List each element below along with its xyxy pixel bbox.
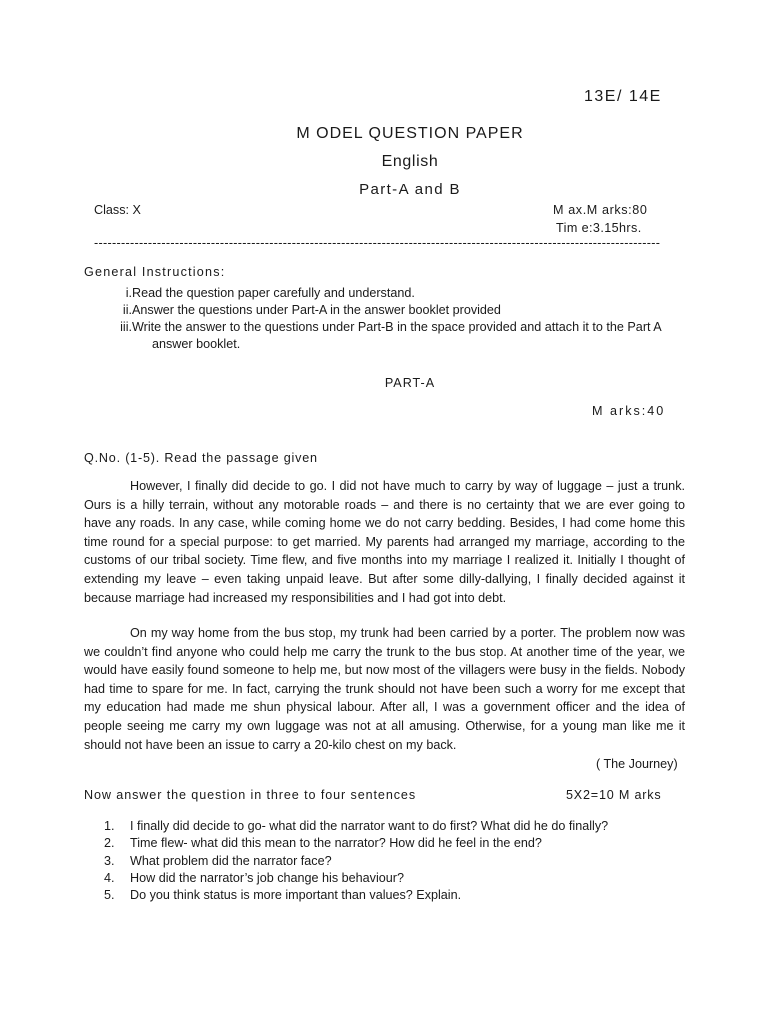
question-item-text: Time flew- what did this mean to the narrator? How did he feel in the end?: [130, 836, 542, 851]
instruction-item: [96, 286, 686, 300]
paper-title: M ODEL QUESTION PAPER: [296, 125, 524, 142]
answer-instruction: Now answer the question in three to four sentences: [84, 788, 417, 802]
instruction-continuation: answer booklet.: [152, 337, 241, 351]
question-item-text: I finally did decide to go- what did the narrator want to do first? What did he do finally?: [130, 819, 609, 833]
subject: English: [381, 153, 439, 170]
instruction-item: [96, 320, 686, 334]
passage-paragraph-1: [84, 477, 685, 607]
time-allowed: Tim e:3.15hrs.: [556, 221, 642, 235]
question-item: [104, 853, 684, 870]
question-marks: 5X2=10 M arks: [566, 788, 662, 802]
part-a-heading: PART-A: [384, 376, 436, 390]
question-item: [104, 887, 684, 904]
instruction-item: [96, 303, 686, 317]
question-item: [104, 835, 684, 852]
question-item-number: 2.: [104, 836, 115, 851]
question-item-text: How did the narrator’s job change his behaviour?: [130, 870, 404, 885]
question-item-text: Do you think status is more important than values? Explain.: [130, 888, 462, 903]
question-list: [104, 818, 684, 904]
question-item-number: 3.: [104, 853, 115, 868]
instruction-number: ii.: [122, 303, 132, 317]
class-label: Class: X: [94, 203, 141, 217]
dashed-divider: ------------------------------------------------------------------------------------------------------------------------------: [94, 236, 661, 250]
passage-source: ( The Journey): [596, 757, 678, 771]
parts-label: Part-A and B: [359, 181, 461, 198]
part-a-marks: M arks:40: [592, 404, 666, 418]
paper-code: 13E/ 14E: [584, 88, 662, 105]
question-item-number: 4.: [104, 870, 115, 885]
question-item-number: 5.: [104, 888, 115, 903]
general-instructions-heading: General Instructions:: [84, 265, 226, 279]
instruction-text: Answer the questions under Part-A in the answer booklet provided: [132, 303, 501, 317]
question-item-text: What problem did the narrator face?: [130, 853, 332, 868]
question-item: [104, 870, 684, 887]
instruction-text: Write the answer to the questions under Part-B in the space provided and attach it to the Part A: [132, 320, 662, 334]
passage-text: However, I finally did decide to go. I did not have much to carry by way of luggage – just a trunk. Ours is a hilly terrain, without any motorable roads – and there is no certainty that we are ever going to have any roads. In any case, while coming home we do not carry bedding. Besides, I had come home this time round for a special purpose: to get married. My parents had arranged my marriage, according to the customs of our tribal society. Time flew, and five months into my marriage I realized it. Initially I thought of extending my leave – even taking unpaid leave. But after some dilly-dallying, I finally decided against it because marriage had increased my responsibilities and I had got into debt.: [84, 479, 685, 605]
question-item-number: 1.: [104, 819, 115, 833]
question-item: [104, 818, 684, 835]
instruction-number: i.: [125, 286, 132, 300]
passage-text: On my way home from the bus stop, my trunk had been carried by a porter. The problem now was we couldn’t find anyone who could help me carry the trunk to the bus stop. At another time of the year, we would have easily found someone to help me, but now most of the villagers were busy in the fields. Nobody had time to spare for me. In fact, carrying the trunk should not have been such a worry for me except that my education had made me shun physical labour. After all, I was a government officer and the idea of people seeing me carry my own luggage was not at all amusing. Otherwise, for a young man like me it should not have been an issue to carry a 20-kilo chest on my back.: [84, 626, 685, 752]
passage-paragraph-2: [84, 624, 685, 754]
question-number: Q.No. (1-5). Read the passage given: [84, 451, 318, 465]
max-marks: M ax.M arks:80: [553, 203, 648, 217]
instruction-number: iii.: [120, 320, 132, 334]
instruction-text: Read the question paper carefully and understand.: [132, 286, 415, 300]
